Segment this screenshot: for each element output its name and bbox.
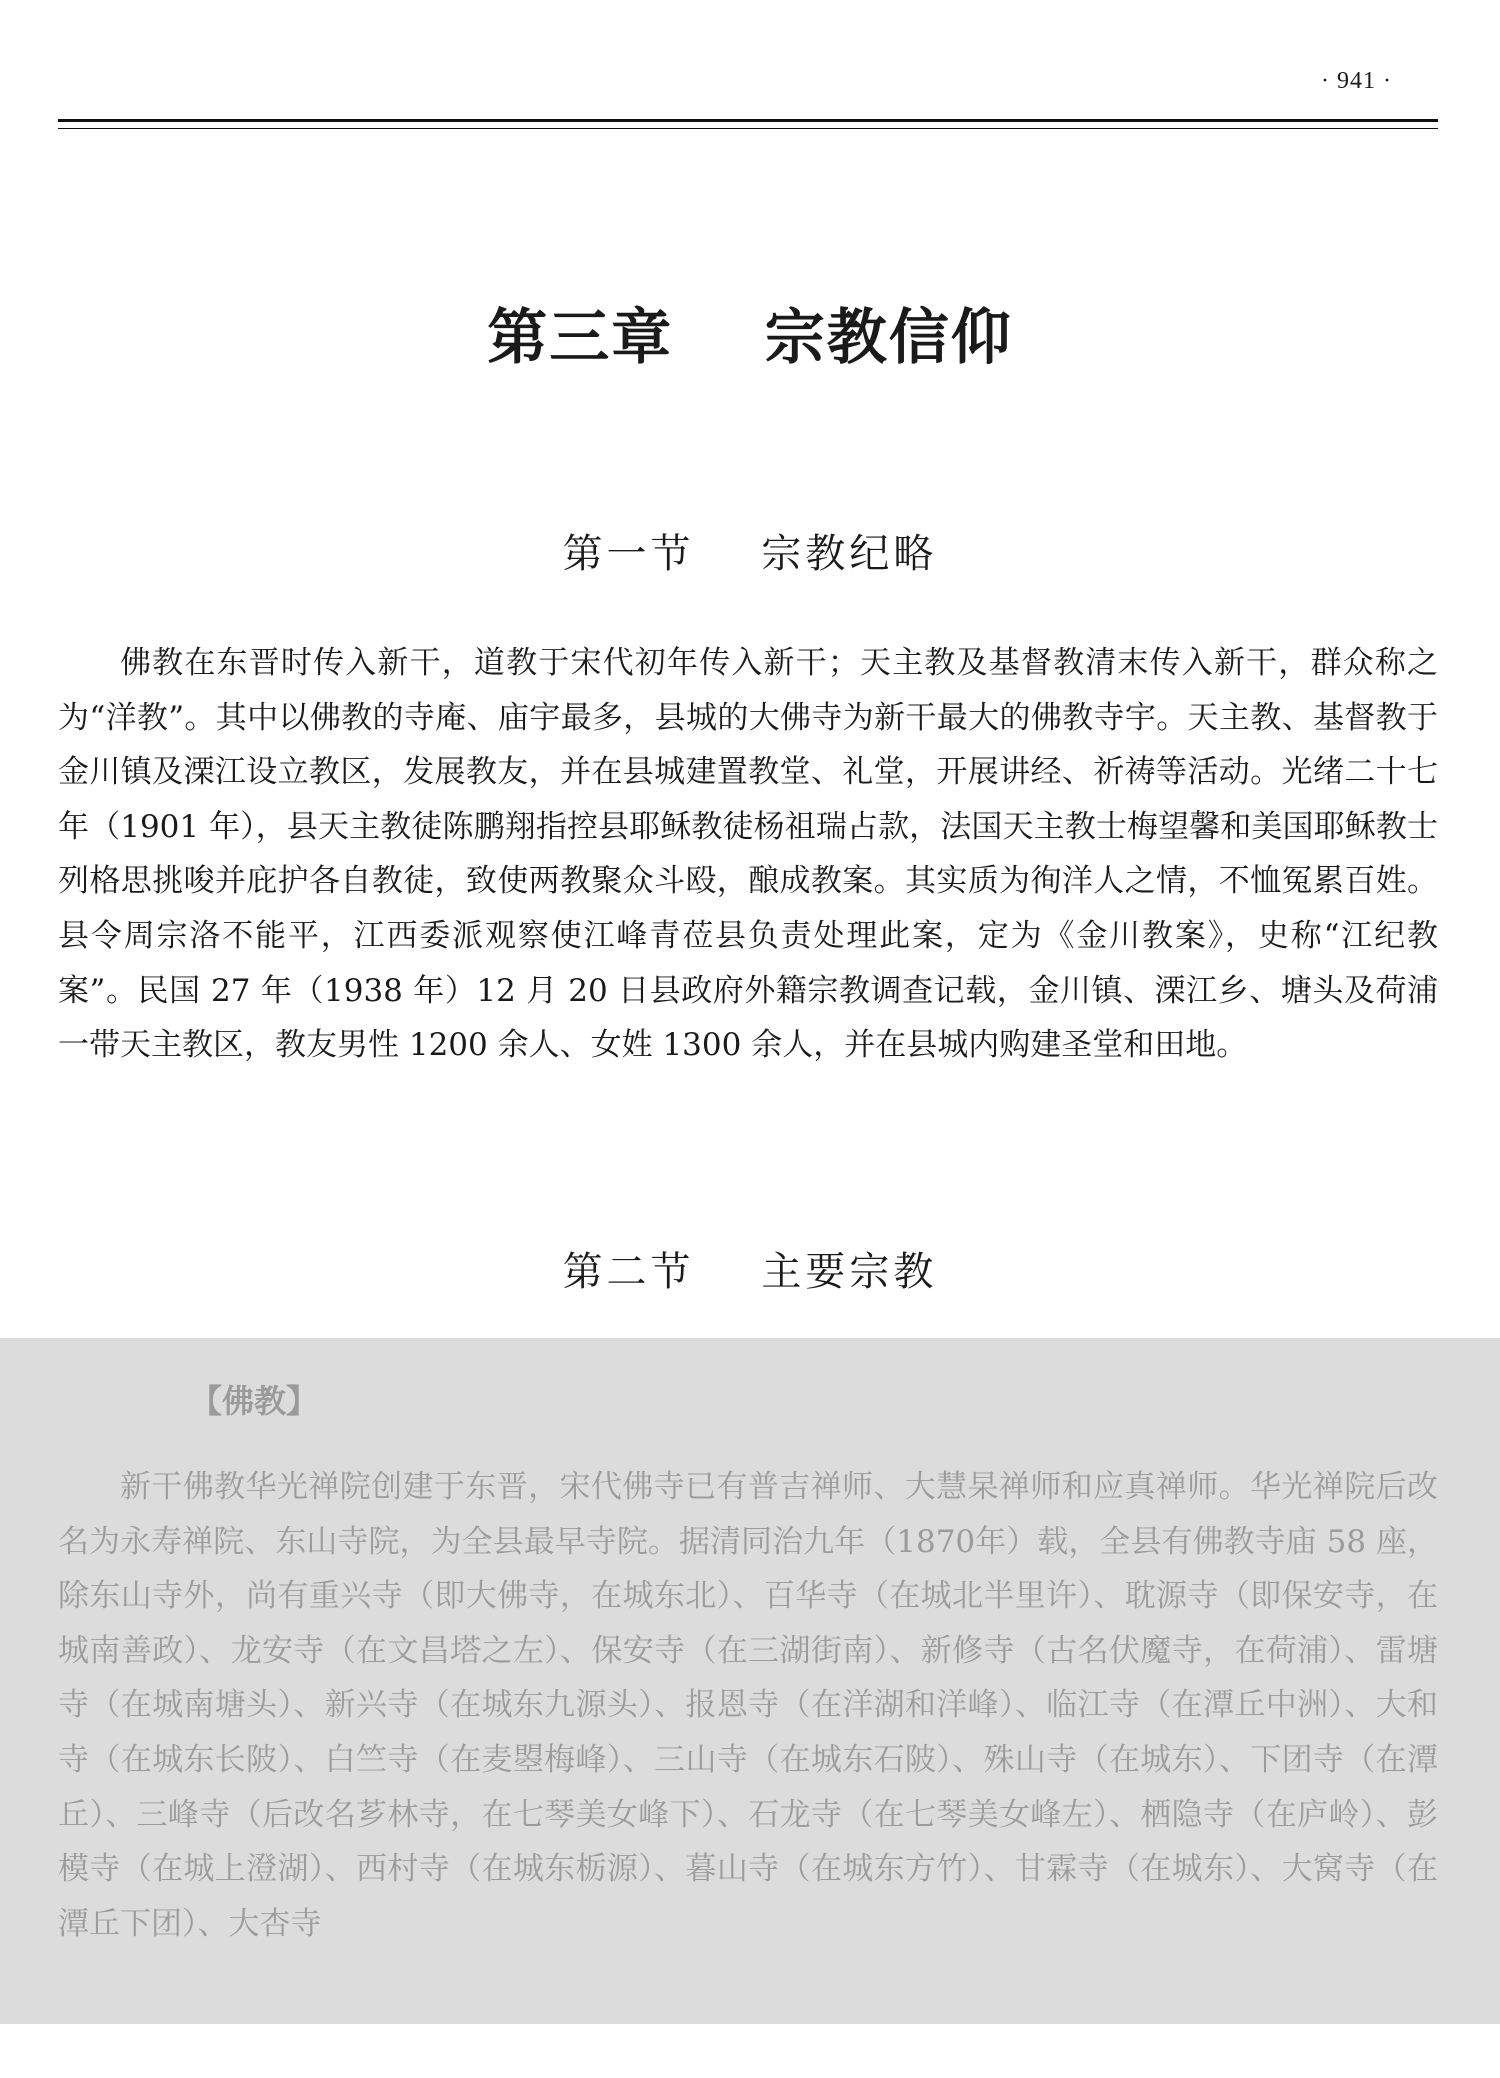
section-title-religion-overview: 第一节 宗教纪略 <box>562 531 938 577</box>
chapter-title: 第三章 宗教信仰 <box>487 303 1013 373</box>
paragraph-religion-overview: 佛教在东晋时传入新干，道教于宋代初年传入新干；天主教及基督教清末传入新干，群众称之为“洋教”。其中以佛教的寺庵、庙宇最多，县城的大佛寺为新干最大的佛教寺宇。天主教、基督教于金川镇及溧江设立教区，发展教友，并在县城建置教堂、礼堂，开展讲经、祈祷等活动。光绪二十七年（1901 年），县天主教徒陈鹏翔指控县耶稣教徒杨祖瑞占款，法国天主教士梅望馨和美国耶稣教士列格思挑唆并庇护各自教徒，致使两教聚众斗殴，酿成教案。其实质为徇洋人之情，不恤冤累百姓。县令周宗洛不能平，江西委派观察使江峰青莅县负责处理此案，定为《金川教案》，史称“江纪教案”。民国 27 年（1938 年）12 月 20 日县政府外籍宗教调查记载，金川镇、溧江乡、塘头及荷浦一带天主教区，教友男性 1200 余人、女姓 1300 余人，并在县城内购建圣堂和田地。 <box>58 645 1438 1064</box>
subheading-buddhism: 【佛教】 <box>190 1382 319 1420</box>
paragraph-buddhism: 新干佛教华光禅院创建于东晋，宋代佛寺已有普吉禅师、大慧杲禅师和应真禅师。华光禅院后改名为永寿禅院、东山寺院，为全县最早寺院。据清同治九年（1870年）载，全县有佛教寺庙 58 座，除东山寺外，尚有重兴寺（即大佛寺，在城东北）、百华寺（在城北半里许）、耽源寺（即保安寺，在城南善政）、龙安寺（在文昌塔之左）、保安寺（在三湖街南）、新修寺（古名伏魔寺，在荷浦）、雷塘寺（在城南塘头）、新兴寺（在城东九源头）、报恩寺（在洋湖和洋峰）、临江寺（在潭丘中洲）、大和寺（在城东长陂）、白竺寺（在麦曌梅峰）、三山寺（在城东石陂）、殊山寺（在城东）、下团寺（在潭丘）、三峰寺（后改名芗林寺，在七琴美女峰下）、石龙寺（在七琴美女峰左）、栖隐寺（在庐岭）、彭模寺（在城上澄湖）、西村寺（在城东栃源）、暮山寺（在城东方竹）、甘霖寺（在城东）、大窝寺（在潭丘下团）、大杏寺 <box>58 1469 1438 1942</box>
header-rule <box>58 119 1438 129</box>
section-title-main-religions: 第二节 主要宗教 <box>562 1249 938 1295</box>
page-number: · 941 · <box>1321 68 1392 94</box>
